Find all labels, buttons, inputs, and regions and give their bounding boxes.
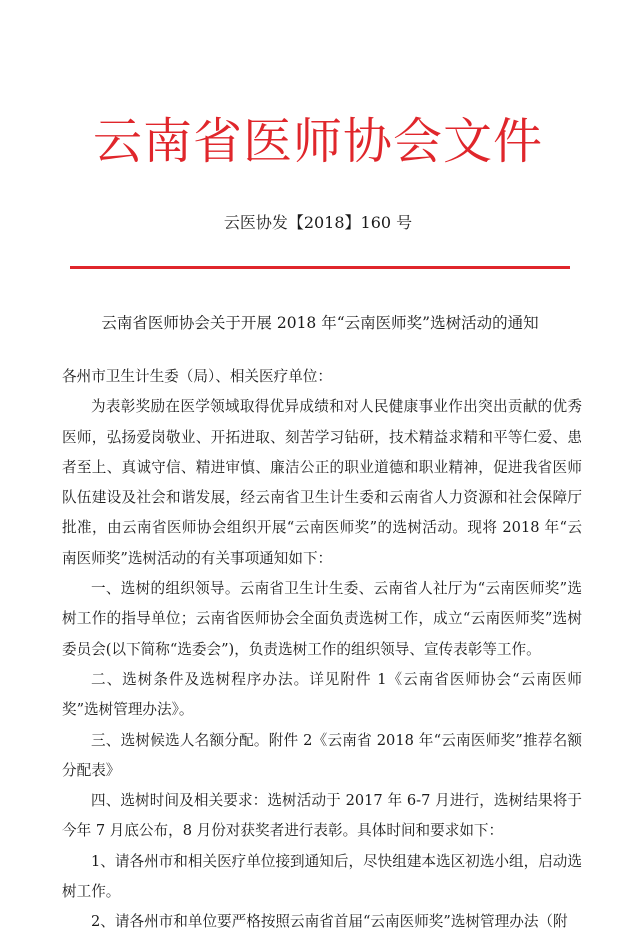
paragraph-item-1: 一、选树的组织领导。云南省卫生计生委、云南省人社厅为“云南医师奖”选树工作的指导单位；云南省医师协会全面负责选树工作，成立“云南医师奖”选树委员会(以下简称“选委会”)，负责选树工作的组织领导、宣传表彰等工作。 bbox=[62, 580, 582, 658]
document-masthead: 云南省医师协会文件 bbox=[92, 113, 543, 170]
paragraph-intro: 为表彰奖励在医学领域取得优异成绩和对人民健康事业作出突出贡献的优秀医师，弘扬爱岗敬业、开拓进取、刻苦学习钻研，技术精益求精和平等仁爱、患者至上、真诚守信、精进审慎、廉洁公正的职业道德和职业精神，促进我省医师队伍建设及社会和谐发展，经云南省卫生计生委和云南省人力资源和社会保障厅批准，由云南省医师协会组织开展“云南医师奖”的选树活动。现将 2018 年“云南医师奖”选树活动的有关事项通知如下： bbox=[62, 398, 582, 567]
paragraph-sub-1: 1、请各州市和相关医疗单位接到通知后，尽快组建本选区初选小组，启动选树工作。 bbox=[62, 852, 582, 901]
document-number: 云医协发【2018】160 号 bbox=[223, 213, 413, 232]
paragraph-item-3: 三、选树候选人名额分配。附件 2《云南省 2018 年“云南医师奖”推荐名额分配表》 bbox=[62, 731, 582, 779]
paragraph-item-2: 二、选树条件及选树程序办法。详见附件 1《云南省医师协会“云南医师奖”选树管理办法》。 bbox=[62, 670, 582, 719]
paragraph-sub-2: 2、请各州市和单位要严格按照云南省首届“云南医师奖”选树管理办法（附 bbox=[91, 913, 568, 931]
addressee: 各州市卫生计生委（局）、相关医疗单位： bbox=[62, 368, 332, 385]
red-divider-line bbox=[70, 266, 570, 269]
notice-title: 云南省医师协会关于开展 2018 年“云南医师奖”选树活动的通知 bbox=[101, 314, 539, 332]
notice-body bbox=[62, 362, 582, 938]
paragraph-item-4: 四、选树时间及相关要求：选树活动于 2017 年 6-7 月进行，选树结果将于今年 7 月底公布，8 月份对获奖者进行表彰。具体时间和要求如下： bbox=[62, 792, 582, 840]
